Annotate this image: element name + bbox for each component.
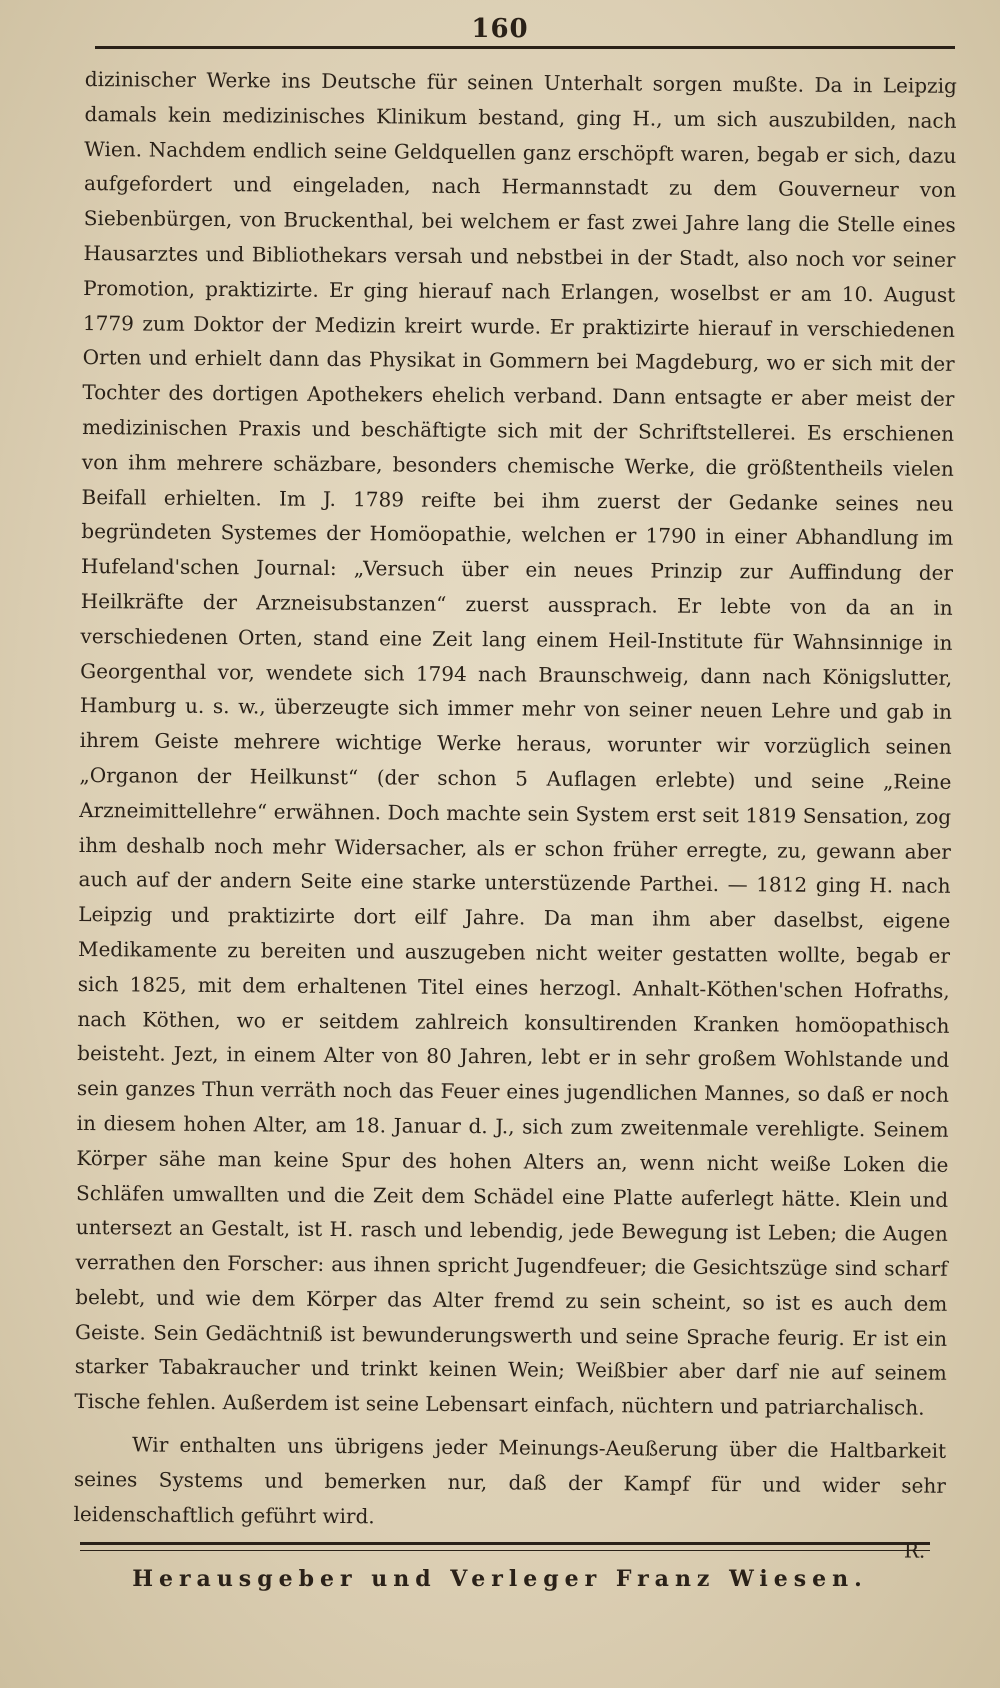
paragraph-editorial-note: Wir enthalten uns übrigens jeder Meinungs-Aeußerung über die Haltbarkeit seines Systems und bemerken nur, daß der Kampf für und wider sehr leidenschaftlich geführt wird. bbox=[73, 1432, 947, 1528]
footer-rule bbox=[80, 1542, 930, 1545]
footer-rule-thin bbox=[80, 1550, 930, 1551]
publisher-line: Herausgeber und Verleger Franz Wiesen. bbox=[132, 1566, 868, 1592]
header-rule bbox=[95, 46, 955, 49]
article-body bbox=[73, 62, 957, 1569]
paragraph-biography: dizinischer Werke ins Deutsche für seinen Unterhalt sorgen mußte. Da in Leipzig damals kein medizinisches Klinikum bestand, ging H., um sich auszubilden, nach Wien. Nachdem endlich seine Geldquellen ganz erschöpft waren, begab er sich, dazu aufgefordert und eingeladen, nach Hermannstadt zu dem Gouverneur von Siebenbürgen, von Bruckenthal, bei welchem er fast zwei Jahre lang die Stelle eines Hausarztes und Bibliothekars versah und nebstbei in der Stadt, also noch vor seiner Promotion, praktizirte. Er ging hierauf nach Erlangen, woselbst er am 10. August 1779 zum Doktor der Medizin kreirt wurde. Er praktizirte hierauf in verschiedenen Orten und erhielt dann das Physikat in Gommern bei Magdeburg, wo er sich mit der Tochter des dortigen Apothekers ehelich verband. Dann entsagte er aber meist der medizinischen Praxis und beschäftigte sich mit der Schriftstellerei. Es erschienen von ihm mehrere schäzbare, besonders chemische Werke, die größtentheils vielen Beifall erhielten. Im J. 1789 reifte bei ihm zuerst der Gedanke seines neu begründeten Systemes der Homöopathie, welchen er 1790 in einer Abhandlung im Hufeland'schen Journal: „Versuch über ein neues Prinzip zur Auffindung der Heilkräfte der Arzneisubstanzen“ zuerst aussprach. Er lebte von da an in verschiedenen Orten, stand eine Zeit lang einem Heil-Institute für Wahnsinnige in Georgenthal vor, wendete sich 1794 nach Braunschweig, dann nach Königslutter, Hamburg u. s. w., überzeugte sich immer mehr von seiner neuen Lehre und gab in ihrem Geiste mehrere wichtige Werke heraus, worunter wir vorzüglich seinen „Organon der Heilkunst“ (der schon 5 Auflagen erlebte) und seine „Reine Arzneimittellehre“ erwähnen. Doch machte sein System erst seit 1819 Sensation, zog ihm deshalb noch mehr Widersacher, als er schon früher erregte, zu, gewann aber auch auf der andern Seite eine starke unterstüzende Parthei. — 1812 ging H. nach Leipzig und praktizirte dort eilf Jahre. Da man ihm aber daselbst, eigene Medikamente zu bereiten und auszugeben nicht weiter gestatten wollte, begab er sich 1825, mit dem erhaltenen Titel eines herzogl. Anhalt-Köthen'schen Hofraths, nach Köthen, wo er seitdem zahlreich konsultirenden Kranken homöopathisch beisteht. Jezt, in einem Alter von 80 Jahren, lebt er in sehr großem Wohlstande und sein ganzes Thun verräth noch das Feuer eines jugendlichen Mannes, so daß er noch in diesem hohen Alter, am 18. Januar d. J., sich zum zweitenmale verehligte. Seinem Körper sähe man keine Spur des hohen Alters an, wenn nicht weiße Loken die Schläfen umwallten und die Zeit dem Schädel eine Platte auferlegt hätte. Klein und untersezt an Gestalt, ist H. rasch und lebendig, jede Bewegung ist Leben; die Augen verrathen den Forscher: aus ihnen spricht Jugendfeuer; die Gesichtszüge sind scharf belebt, und wie dem Körper das Alter fremd zu sein scheint, so ist es auch dem Geiste. Sein Gedächtniß ist bewunderungswerth und seine Sprache feurig. Er ist ein starker Tabakraucher und trinkt keinen Wein; Weißbier aber darf nie auf seinem Tische fehlen. Außerdem ist seine Lebensart einfach, nüchtern und patriarchalisch. bbox=[74, 66, 957, 1420]
page-number: 160 bbox=[471, 14, 529, 44]
author-signature: R. bbox=[903, 1538, 926, 1564]
